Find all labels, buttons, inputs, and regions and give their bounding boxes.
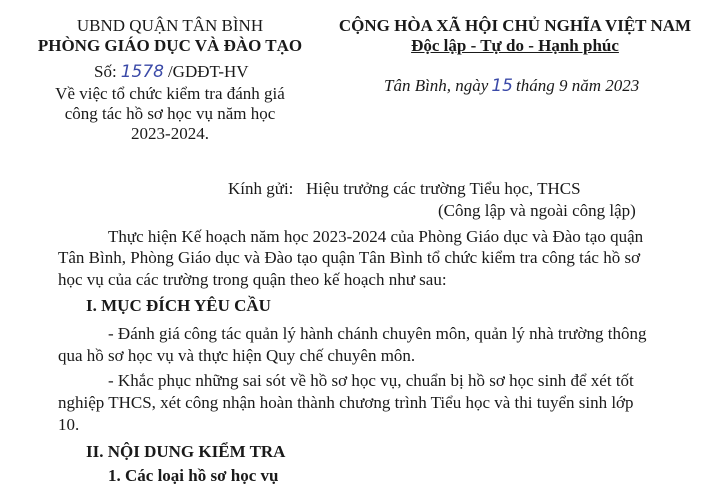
section-1-item-2-line-3: 10. xyxy=(58,415,80,434)
subject-line-2: công tác hồ sơ học vụ năm học xyxy=(64,104,276,123)
date-day-handwritten: 15 xyxy=(491,76,513,96)
intro-line-3: học vụ của các trường trong quận theo kế hoạch như sau: xyxy=(58,270,447,289)
section-1-item-2-line-1: - Khắc phục những sai sót về hồ sơ học vụ, chuẩn bị hồ sơ học sinh để xét tốt xyxy=(108,371,634,390)
document-number xyxy=(94,62,249,82)
subject-line-1: Về việc tổ chức kiểm tra đánh giá xyxy=(55,84,285,103)
number-suffix: /GDĐT-HV xyxy=(167,62,249,81)
section-2-heading: II. NỘI DUNG KIỂM TRA xyxy=(86,442,286,461)
recipient-line-1: Hiệu trưởng các trường Tiểu học, THCS xyxy=(306,179,581,198)
issue-date xyxy=(384,76,639,96)
issuer-district: UBND QUẬN TÂN BÌNH xyxy=(76,16,264,35)
subject-line-3: 2023-2024. xyxy=(131,124,209,143)
national-motto: Độc lập - Tự do - Hạnh phúc xyxy=(411,36,619,55)
number-prefix: Số: xyxy=(94,62,117,81)
section-2-subheading-1: 1. Các loại hồ sơ học vụ xyxy=(108,466,279,485)
national-title: CỘNG HÒA XÃ HỘI CHỦ NGHĨA VIỆT NAM xyxy=(338,16,692,35)
date-prefix: Tân Bình, ngày xyxy=(384,76,489,95)
issuer-office: PHÒNG GIÁO DỤC VÀ ĐÀO TẠO xyxy=(37,36,303,55)
section-1-item-2-line-2: nghiệp THCS, xét công nhận hoàn thành chương trình Tiểu học và thi tuyển sinh lớp xyxy=(58,393,634,412)
section-1-item-1-line-2: qua hồ sơ học vụ và thực hiện Quy chế chuyên môn. xyxy=(58,346,416,365)
intro-line-1: Thực hiện Kế hoạch năm học 2023-2024 của Phòng Giáo dục và Đào tạo quận xyxy=(108,227,644,246)
section-1-item-1-line-1: - Đánh giá công tác quản lý hành chánh chuyên môn, quản lý nhà trường thông xyxy=(108,324,647,343)
section-1-heading: I. MỤC ĐÍCH YÊU CẦU xyxy=(86,296,271,315)
recipient-label: Kính gửi: xyxy=(228,179,294,198)
number-handwritten: 1578 xyxy=(120,62,164,82)
date-suffix: tháng 9 năm 2023 xyxy=(516,76,640,95)
intro-line-2: Tân Bình, Phòng Giáo dục và Đào tạo quận Tân Bình tổ chức kiểm tra công tác hồ sơ xyxy=(58,248,641,267)
recipient-line-2: (Công lập và ngoài công lập) xyxy=(438,201,636,220)
